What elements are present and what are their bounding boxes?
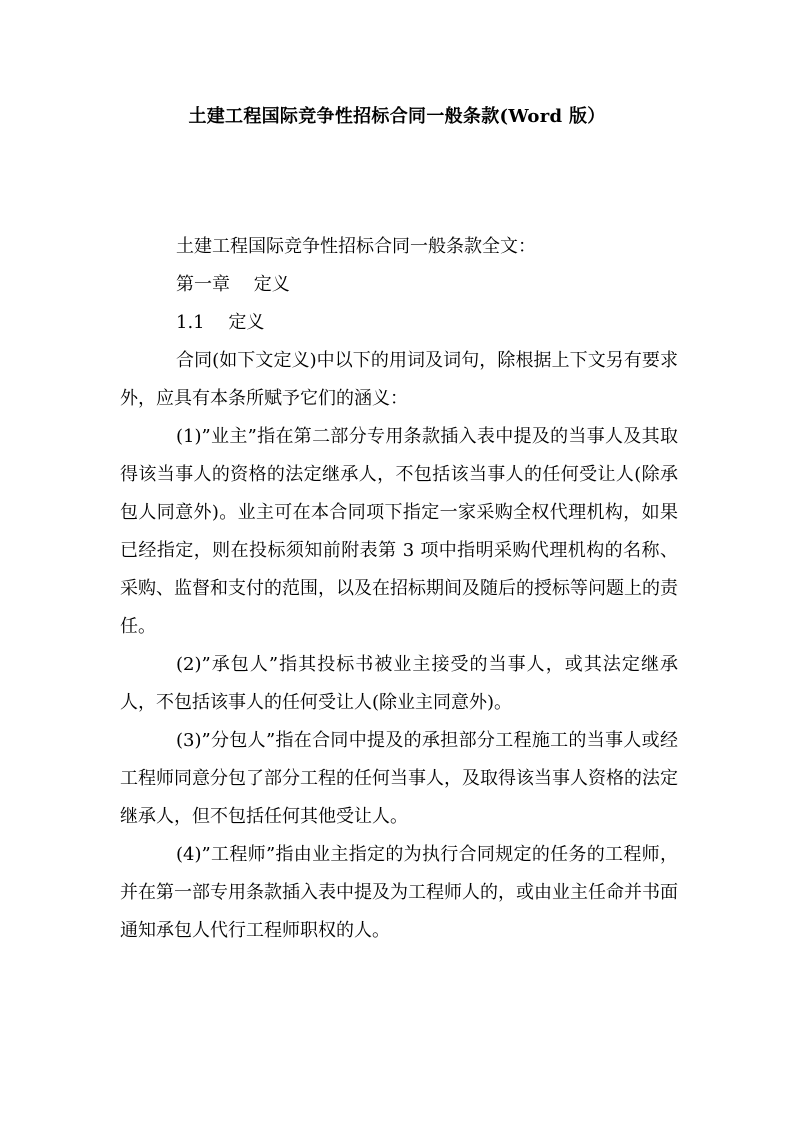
definition-contractor-paragraph: (2)”承包人”指其投标书被业主接受的当事人，或其法定继承人，不包括该事人的任何受让人(除业主同意外)。 bbox=[120, 654, 678, 713]
chapter-heading: 第一章 定义 bbox=[176, 274, 290, 295]
document-title: 土建工程国际竞争性招标合同一般条款(Word 版） bbox=[188, 106, 606, 127]
intro-paragraph: 土建工程国际竞争性招标合同一般条款全文： bbox=[176, 236, 536, 257]
definition-owner-paragraph: (1)”业主”指在第二部分专用条款插入表中提及的当事人及其取得该当事人的资格的法定继承人，不包括该当事人的任何受让人(除承包人同意外)。业主可在本合同项下指定一家采购全权代理机构，如果已经指定，则在投标须知前附表第 3 项中指明采购代理机构的名称、采购、监督和支付的范围，以及在招标期间及随后的授标等问题上的责任。 bbox=[120, 426, 678, 637]
document-body bbox=[120, 228, 678, 950]
definition-subcontractor-paragraph: (3)”分包人”指在合同中提及的承担部分工程施工的当事人或经工程师同意分包了部分工程的任何当事人，及取得该当事人资格的法定继承人，但不包括任何其他受让人。 bbox=[120, 730, 678, 827]
definition-paragraph: 合同(如下文定义)中以下的用词及词句，除根据上下文另有要求外，应具有本条所赋予它们的涵义： bbox=[120, 350, 678, 409]
definition-engineer-paragraph: (4)”工程师”指由业主指定的为执行合同规定的任务的工程师，并在第一部专用条款插入表中提及为工程师人的，或由业主任命并书面通知承包人代行工程师职权的人。 bbox=[120, 844, 678, 941]
section-heading: 1.1 定义 bbox=[176, 312, 265, 333]
